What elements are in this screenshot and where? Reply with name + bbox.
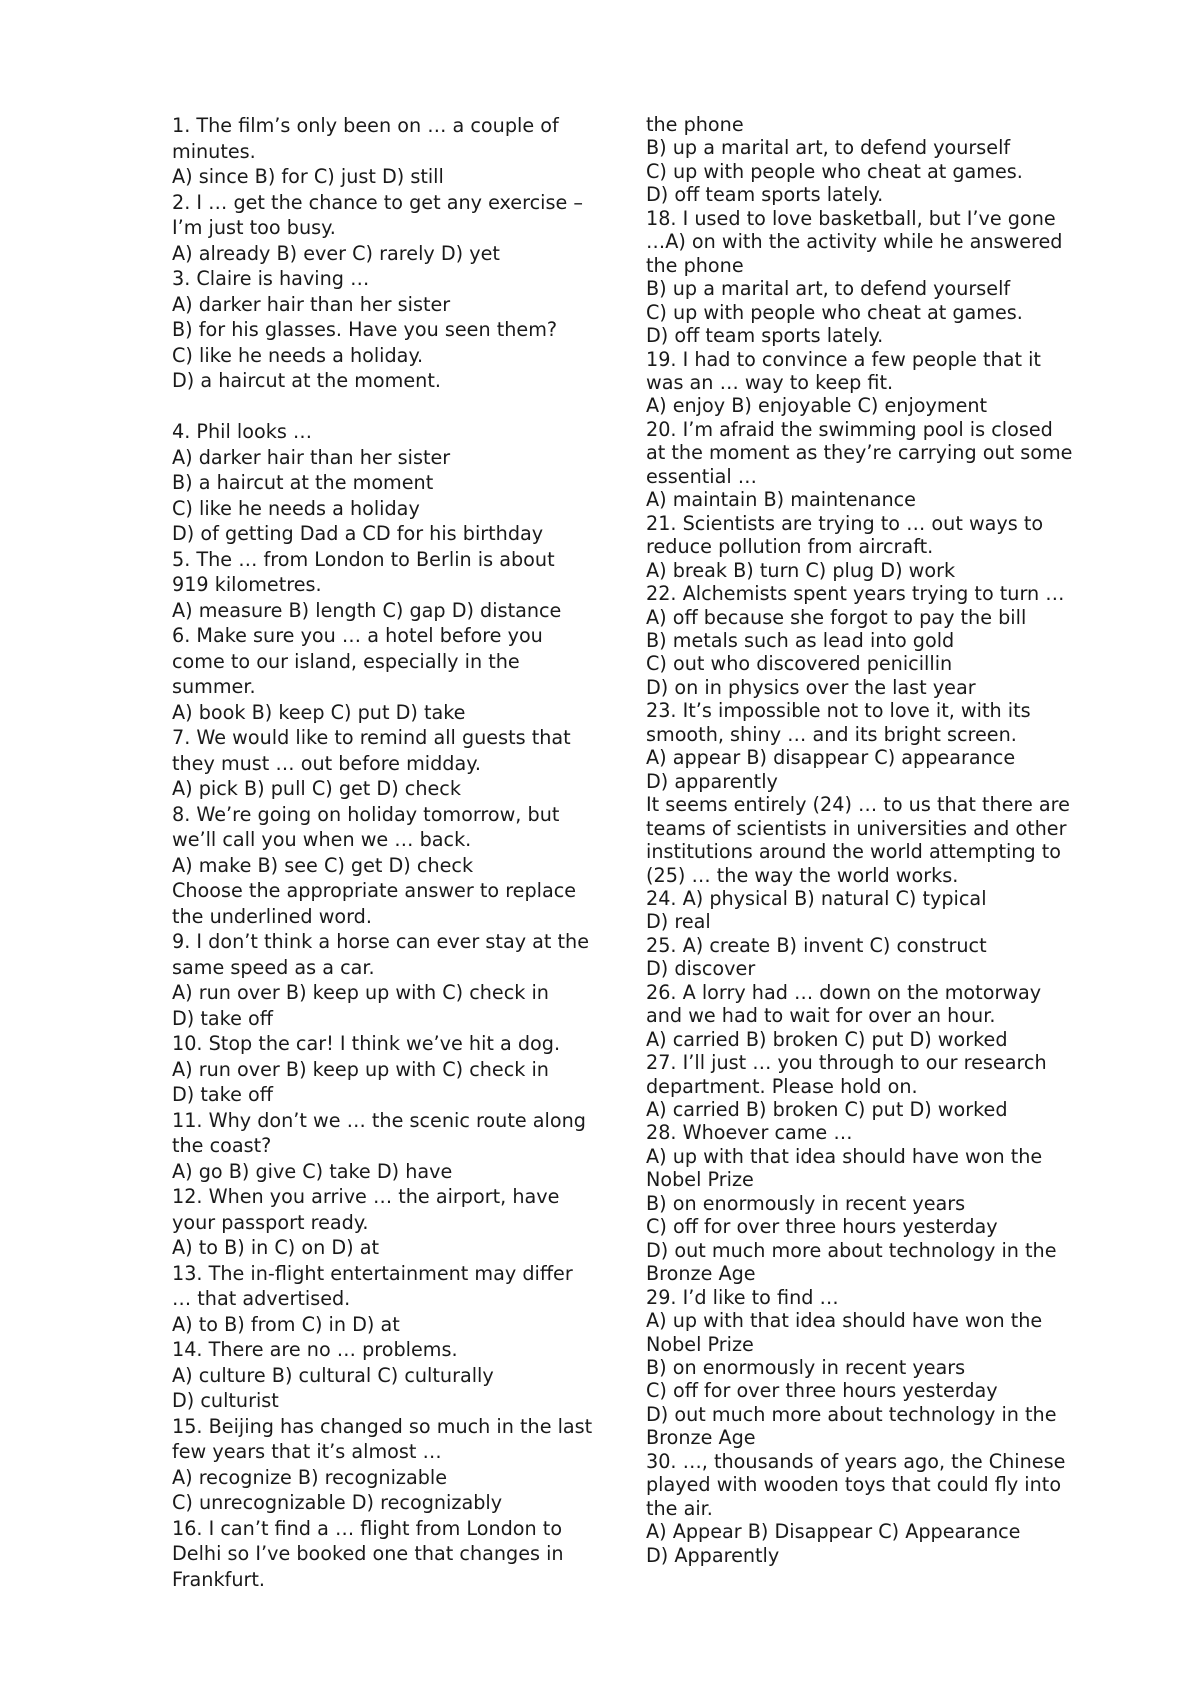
left-column-line-8: A) darker hair than her sister bbox=[172, 292, 451, 316]
right-column-line-47: B) on enormously in recent years bbox=[646, 1191, 966, 1215]
left-column bbox=[172, 113, 630, 1592]
left-column-line-6: A) already B) ever C) rarely D) yet bbox=[172, 241, 500, 265]
left-column-line-10: C) like he needs a holiday. bbox=[172, 343, 424, 367]
right-column-line-18: 21. Scientists are trying to … out ways to bbox=[646, 511, 1044, 535]
right-column-line-26: 23. It’s impossible not to love it, with its bbox=[646, 699, 1031, 723]
right-column-line-52: A) up with that idea should have won the bbox=[646, 1309, 1043, 1333]
right-column-line-21: 22. Alchemists spent years trying to turn … bbox=[646, 582, 1065, 606]
left-column-line-27: A) pick B) pull C) get D) check bbox=[172, 777, 461, 800]
left-column-line-9: B) for his glasses. Have you seen them? bbox=[172, 318, 558, 341]
right-column-line-20: A) break B) turn C) plug D) work bbox=[646, 558, 956, 582]
left-column-line-15: B) a haircut at the moment bbox=[172, 471, 434, 494]
right-column-line-32: institutions around the world attempting to bbox=[646, 840, 1061, 864]
left-column-line-49: 14. There are no … problems. bbox=[172, 1338, 458, 1361]
right-column-line-25: D) on in physics over the last year bbox=[646, 675, 976, 699]
right-column-line-23: B) metals such as lead into gold bbox=[646, 628, 955, 652]
right-column-line-11: 19. I had to convince a few people that it bbox=[646, 347, 1041, 371]
right-column-line-39: and we had to wait for over an hour. bbox=[646, 1004, 996, 1028]
left-column-line-36: D) take off bbox=[172, 1006, 273, 1030]
left-column-line-21: 6. Make sure you … a hotel before you bbox=[172, 624, 543, 647]
right-column-line-61: A) Appear B) Disappear C) Appearance bbox=[646, 1520, 1021, 1544]
right-column-line-13: A) enjoy B) enjoyable C) enjoyment bbox=[646, 394, 988, 418]
left-column-line-54: A) recognize B) recognizable bbox=[172, 1465, 448, 1489]
right-column-line-35: D) real bbox=[646, 910, 711, 934]
right-column-line-30: It seems entirely (24) … to us that there are bbox=[646, 793, 1070, 817]
right-column-line-53: Nobel Prize bbox=[646, 1332, 754, 1356]
right-column-line-10: D) off team sports lately. bbox=[646, 324, 884, 348]
left-column-line-17: D) of getting Dad a CD for his birthday bbox=[172, 522, 544, 545]
left-column-line-16: C) like he needs a holiday bbox=[172, 496, 420, 520]
left-column-line-22: come to our island, especially in the bbox=[172, 649, 520, 673]
right-column-line-41: 27. I’ll just … you through to our research bbox=[646, 1051, 1047, 1075]
left-column-line-34: same speed as a car. bbox=[172, 955, 375, 979]
right-column-line-33: (25) … the way the world works. bbox=[646, 863, 959, 887]
right-column-line-50: Bronze Age bbox=[646, 1262, 756, 1286]
left-column-line-45: A) to B) in C) on D) at bbox=[172, 1236, 380, 1259]
left-column-line-37: 10. Stop the car! I think we’ve hit a dog. bbox=[172, 1032, 561, 1055]
right-column-line-45: A) up with that idea should have won the bbox=[646, 1144, 1043, 1168]
right-column-line-22: A) off because she forgot to pay the bill bbox=[646, 605, 1027, 629]
left-column-line-29: we’ll call you when we … back. bbox=[172, 828, 472, 851]
left-column-line-58: Frankfurt. bbox=[172, 1567, 265, 1591]
right-column-line-34: 24. A) physical B) natural C) typical bbox=[646, 886, 987, 910]
left-column-line-25: 7. We would like to remind all guests that bbox=[172, 726, 571, 749]
left-column-line-13: 4. Phil looks … bbox=[172, 420, 313, 443]
left-column-line-19: 919 kilometres. bbox=[172, 573, 322, 596]
left-column-line-5: I’m just too busy. bbox=[172, 216, 336, 239]
left-column-line-40: 11. Why don’t we … the scenic route along bbox=[172, 1108, 586, 1132]
right-column-line-56: D) out much more about technology in the bbox=[646, 1402, 1057, 1426]
right-column-line-9: C) up with people who cheat at games. bbox=[646, 300, 1023, 324]
right-column-line-36: 25. A) create B) invent C) construct bbox=[646, 933, 987, 957]
right-column-line-44: 28. Whoever came … bbox=[646, 1121, 853, 1145]
right-column-line-14: 20. I’m afraid the swimming pool is closed bbox=[646, 417, 1053, 441]
left-column-line-18: 5. The … from London to Berlin is about bbox=[172, 547, 555, 571]
right-column-line-24: C) out who discovered penicillin bbox=[646, 652, 953, 676]
right-column-line-49: D) out much more about technology in the bbox=[646, 1238, 1057, 1262]
left-column-line-52: 15. Beijing has changed so much in the last bbox=[172, 1414, 593, 1438]
left-column-line-51: D) culturist bbox=[172, 1389, 279, 1412]
right-column-line-62: D) Apparently bbox=[646, 1543, 780, 1567]
right-column-line-43: A) carried B) broken C) put D) worked bbox=[646, 1098, 1008, 1122]
left-column-line-4: 2. I … get the chance to get any exercise – bbox=[172, 190, 583, 214]
right-column-line-19: reduce pollution from aircraft. bbox=[646, 535, 934, 559]
left-column-line-7: 3. Claire is having … bbox=[172, 267, 370, 290]
left-column-line-41: the coast? bbox=[172, 1134, 272, 1157]
right-column-line-31: teams of scientists in universities and other bbox=[646, 816, 1067, 840]
left-column-line-43: 12. When you arrive … the airport, have bbox=[172, 1185, 560, 1208]
right-column-line-46: Nobel Prize bbox=[646, 1168, 754, 1192]
left-column-line-20: A) measure B) length C) gap D) distance bbox=[172, 598, 562, 622]
left-column-line-2: minutes. bbox=[172, 139, 256, 163]
left-column-line-23: summer. bbox=[172, 675, 256, 698]
right-column-line-5: 18. I used to love basketball, but I’ve gone bbox=[646, 206, 1056, 230]
left-column-line-26: they must … out before midday. bbox=[172, 751, 481, 775]
left-column-line-56: 16. I can’t find a … flight from London to bbox=[172, 1516, 563, 1540]
right-column-line-15: at the moment as they’re carrying out some bbox=[646, 441, 1073, 465]
left-column-line-32: the underlined word. bbox=[172, 904, 372, 928]
left-column-line-53: few years that it’s almost … bbox=[172, 1440, 442, 1463]
right-column-line-40: A) carried B) broken C) put D) worked bbox=[646, 1027, 1008, 1051]
right-column-line-6: …A) on with the activity while he answered bbox=[646, 230, 1063, 254]
left-column-line-24: A) book B) keep C) put D) take bbox=[172, 700, 466, 724]
right-column-line-4: D) off team sports lately. bbox=[646, 183, 884, 207]
left-column-line-11: D) a haircut at the moment. bbox=[172, 369, 441, 392]
left-column-line-50: A) culture B) cultural C) culturally bbox=[172, 1363, 494, 1387]
left-column-line-57: Delhi so I’ve booked one that changes in bbox=[172, 1542, 564, 1565]
right-column-line-59: played with wooden toys that could fly into bbox=[646, 1473, 1062, 1497]
right-column-line-1: the phone bbox=[646, 113, 744, 136]
right-column-line-48: C) off for over three hours yesterday bbox=[646, 1215, 998, 1239]
right-column-line-2: B) up a marital art, to defend yourself bbox=[646, 136, 1011, 160]
right-column-line-17: A) maintain B) maintenance bbox=[646, 488, 916, 512]
left-column-line-1: 1. The film’s only been on … a couple of bbox=[172, 114, 559, 137]
left-column-line-28: 8. We’re going on holiday tomorrow, but bbox=[172, 802, 560, 826]
right-column-line-7: the phone bbox=[646, 253, 744, 277]
left-column-line-39: D) take off bbox=[172, 1083, 273, 1106]
left-column-line-47: … that advertised. bbox=[172, 1287, 351, 1310]
left-column-line-14: A) darker hair than her sister bbox=[172, 445, 451, 469]
left-column-line-44: your passport ready. bbox=[172, 1210, 369, 1234]
right-column-line-55: C) off for over three hours yesterday bbox=[646, 1379, 998, 1403]
right-column-line-51: 29. I’d like to find … bbox=[646, 1285, 839, 1309]
right-column-line-16: essential … bbox=[646, 464, 757, 488]
left-column-line-33: 9. I don’t think a horse can ever stay at the bbox=[172, 930, 590, 953]
left-column-line-46: 13. The in-flight entertainment may differ bbox=[172, 1261, 573, 1285]
left-column-line-35: A) run over B) keep up with C) check in bbox=[172, 981, 549, 1004]
right-column-line-29: D) apparently bbox=[646, 769, 778, 793]
left-column-line-38: A) run over B) keep up with C) check in bbox=[172, 1057, 549, 1081]
right-column-line-38: 26. A lorry had … down on the motorway bbox=[646, 980, 1042, 1004]
right-column-line-60: the air. bbox=[646, 1496, 713, 1520]
right-column-line-3: C) up with people who cheat at games. bbox=[646, 159, 1023, 183]
right-column-line-28: A) appear B) disappear C) appearance bbox=[646, 746, 1016, 770]
right-column-line-12: was an … way to keep fit. bbox=[646, 370, 894, 394]
left-column-line-42: A) go B) give C) take D) have bbox=[172, 1159, 453, 1183]
left-column-line-48: A) to B) from C) in D) at bbox=[172, 1312, 400, 1336]
right-column-line-8: B) up a marital art, to defend yourself bbox=[646, 277, 1011, 301]
right-column-line-57: Bronze Age bbox=[646, 1426, 756, 1450]
right-column-line-27: smooth, shiny … and its bright screen. bbox=[646, 722, 1017, 746]
right-column-line-42: department. Please hold on. bbox=[646, 1074, 918, 1098]
left-column-line-12 bbox=[172, 394, 630, 420]
left-column-line-55: C) unrecognizable D) recognizably bbox=[172, 1491, 503, 1514]
left-column-line-31: Choose the appropriate answer to replace bbox=[172, 879, 577, 902]
left-column-line-30: A) make B) see C) get D) check bbox=[172, 853, 474, 877]
right-column-line-58: 30. …, thousands of years ago, the Chinese bbox=[646, 1449, 1066, 1473]
right-column-line-54: B) on enormously in recent years bbox=[646, 1356, 966, 1380]
left-column-line-3: A) since B) for C) just D) still bbox=[172, 165, 444, 188]
right-column-line-37: D) discover bbox=[646, 957, 756, 981]
right-column bbox=[646, 113, 1106, 1567]
